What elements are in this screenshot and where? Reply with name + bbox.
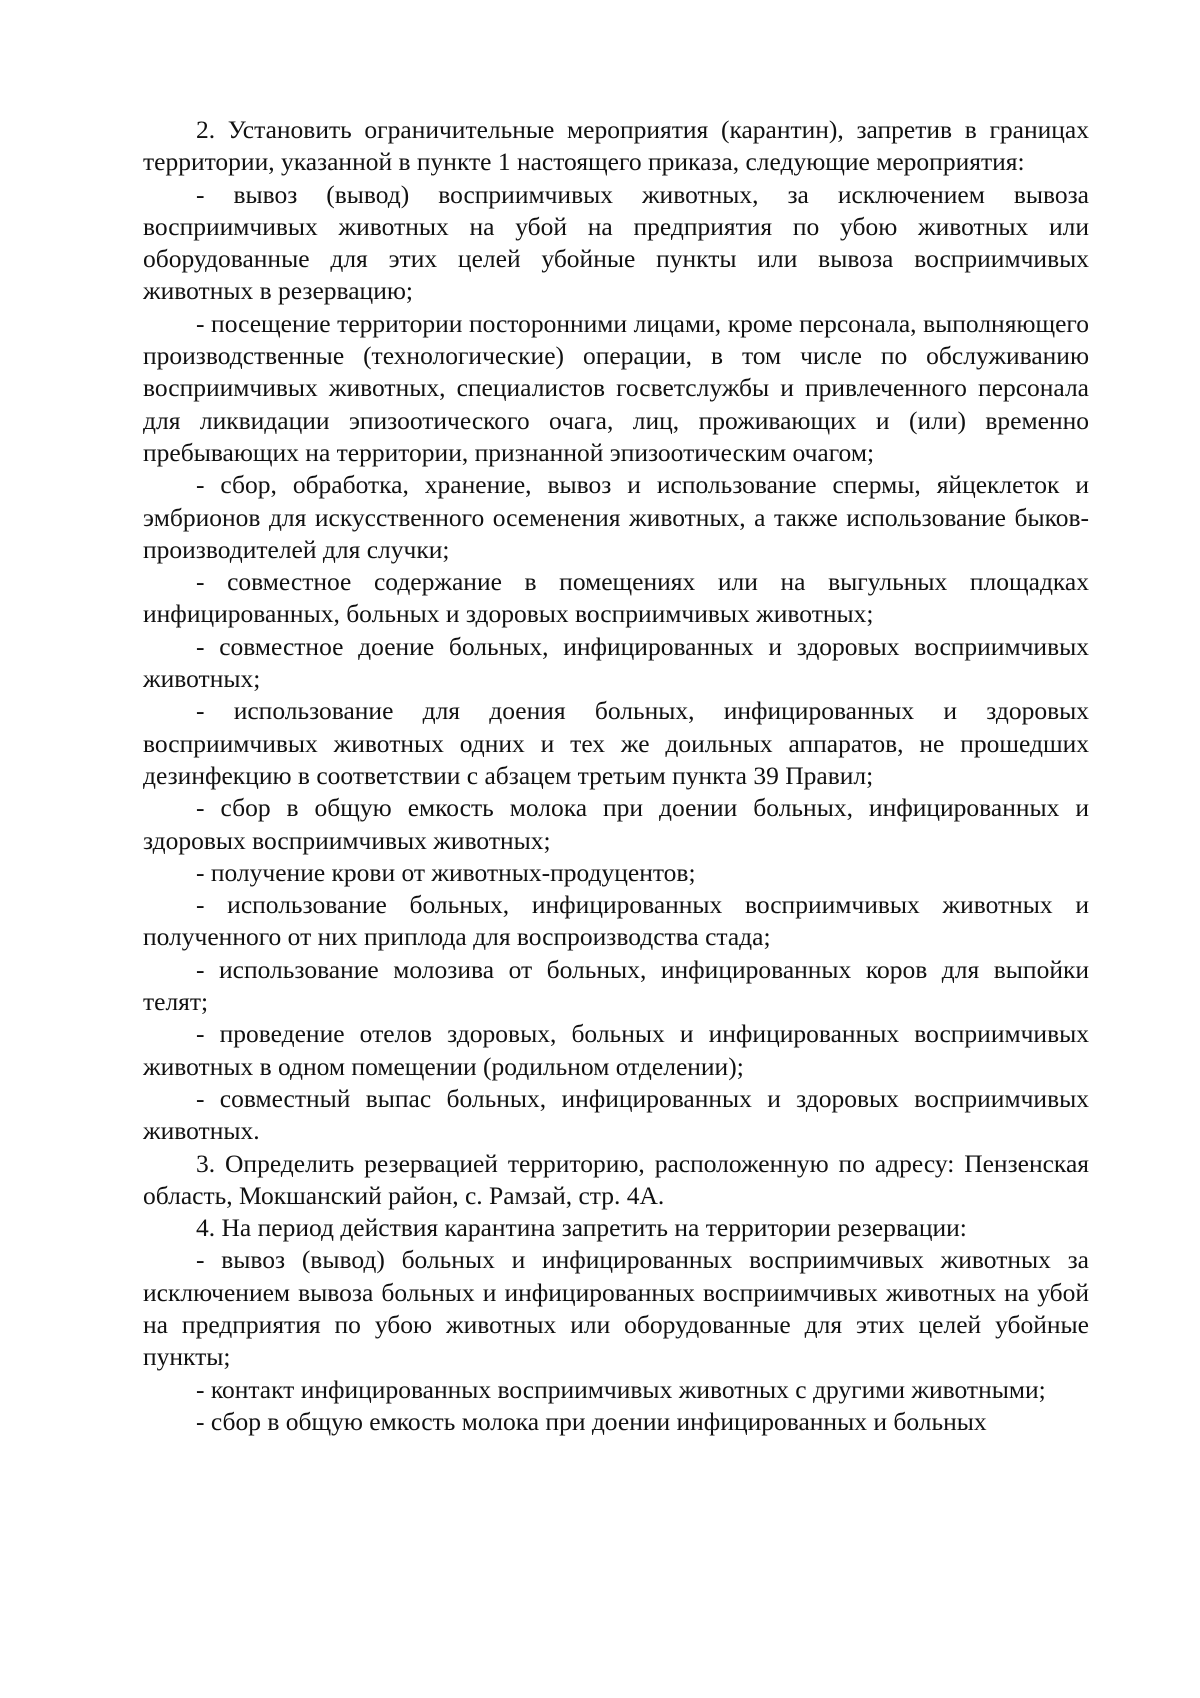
paragraph-item-2: 2. Установить ограничительные мероприятия (карантин), запретив в границах территории, указанной в пункте 1 настоящего приказа, следующие мероприятия: bbox=[143, 115, 1089, 177]
document-page bbox=[143, 114, 1089, 1438]
paragraph-reservation-export: - вывоз (вывод) больных и инфицированных восприимчивых животных за исключением вывоза больных и инфицированных восприимчивых животных на убой на предприятия по убою животных или оборудованные для этих целей убойные пункты; bbox=[143, 1245, 1089, 1372]
paragraph-sperm-collection: - сбор, обработка, хранение, вывоз и использование спермы, яйцеклеток и эмбрионов для искусственного осеменения животных, а также использование быков-производителей для случки; bbox=[143, 470, 1089, 564]
paragraph-contact-animals: - контакт инфицированных восприимчивых животных с другими животными; bbox=[196, 1374, 1046, 1404]
paragraph-item-3: 3. Определить резервацией территорию, расположенную по адресу: Пензенская область, Мокшанский район, с. Рамзай, стр. 4А. bbox=[143, 1148, 1089, 1210]
paragraph-joint-keeping: - совместное содержание в помещениях или на выгульных площадках инфицированных, больных и здоровых восприимчивых животных; bbox=[143, 567, 1089, 629]
paragraph-joint-milking: - совместное доение больных, инфицированных и здоровых восприимчивых животных; bbox=[143, 631, 1089, 694]
paragraph-export-animals: - вывоз (вывод) восприимчивых животных, за исключением вывоза восприимчивых животных на убой на предприятия по убою животных или оборудованные для этих целей убойные пункты или вывоза восприимчивых животных в резервацию; bbox=[143, 179, 1089, 306]
paragraph-colostrum: - использование молозива от больных, инфицированных коров для выпойки телят; bbox=[143, 954, 1089, 1017]
paragraph-item-4: 4. На период действия карантина запретить на территории резервации: bbox=[196, 1213, 967, 1243]
paragraph-calving: - проведение отелов здоровых, больных и инфицированных восприимчивых животных в одном помещении (родильном отделении); bbox=[143, 1019, 1089, 1081]
paragraph-blood-collection: - получение крови от животных-продуцентов; bbox=[196, 857, 696, 887]
paragraph-herd-reproduction: - использование больных, инфицированных восприимчивых животных и полученного от них приплода для воспроизводства стада; bbox=[143, 890, 1089, 952]
paragraph-common-milk-container: - сбор в общую емкость молока при доении больных, инфицированных и здоровых восприимчивых животных; bbox=[143, 793, 1089, 855]
paragraph-milking-machines: - использование для доения больных, инфицированных и здоровых восприимчивых животных одних и тех же доильных аппаратов, не прошедших дезинфекцию в соответствии с абзацем третьим пункта 39 Правил; bbox=[143, 696, 1089, 790]
paragraph-milk-container-reservation: - сбор в общую емкость молока при доении инфицированных и больных bbox=[196, 1406, 987, 1436]
paragraph-joint-grazing: - совместный выпас больных, инфицированных и здоровых восприимчивых животных. bbox=[143, 1083, 1089, 1146]
paragraph-visiting-territory: - посещение территории посторонними лицами, кроме персонала, выполняющего производственные (технологические) операции, в том числе по обслуживанию восприимчивых животных, специалистов госветслужбы и привлеченного персонала для ликвидации эпизоотического очага, лиц, проживающих и (или) временно пребывающих на территории, признанной эпизоотическим очагом; bbox=[143, 308, 1089, 467]
